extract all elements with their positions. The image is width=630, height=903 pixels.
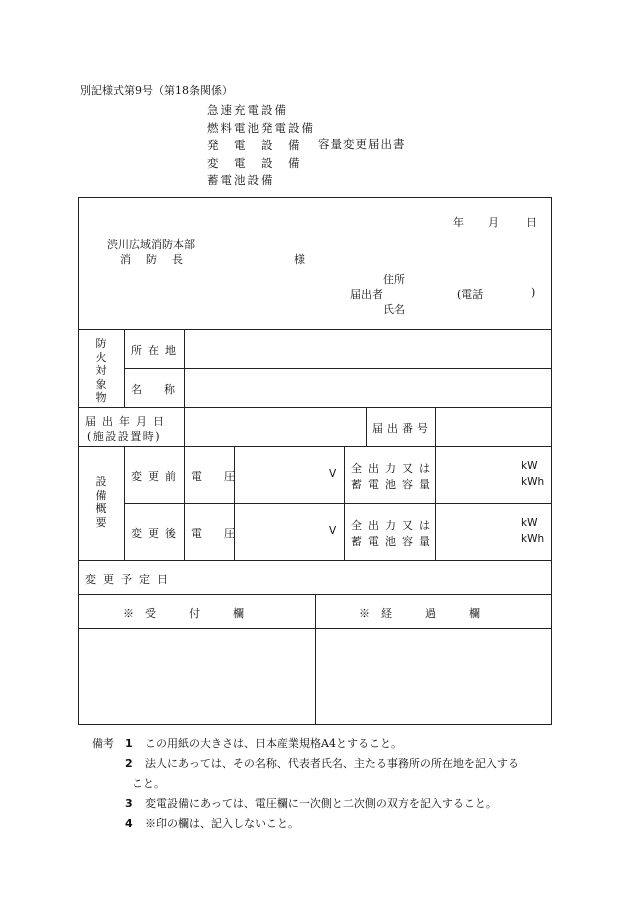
addressee-title: 消 防 長: [120, 253, 185, 266]
capacity-sub-label-before: 蓄電池容量: [351, 478, 436, 491]
overview-group-label: 設備概要: [95, 475, 107, 529]
addressee-org: 渋川広域消防本部: [107, 238, 195, 251]
note-number: 2: [125, 757, 133, 770]
reception-label: ※ 受 付 欄: [123, 607, 244, 620]
kw-unit-after: kW: [521, 517, 538, 529]
divider: [234, 446, 235, 560]
divider: [79, 560, 551, 561]
notes: [92, 734, 519, 834]
divider: [79, 329, 551, 330]
title-line: 変 電 設 備: [207, 155, 302, 170]
voltage-label-before: 電 圧: [191, 470, 235, 483]
title-line: 急速充電設備: [207, 103, 288, 117]
date-year: 年: [453, 216, 464, 229]
after-label: 変更後: [131, 527, 182, 540]
capacity-sub-label-after: 蓄電池容量: [351, 535, 436, 548]
form-number: 別記様式第9号（第18条関係）: [80, 84, 233, 97]
divider: [124, 329, 125, 408]
honorific: 様: [294, 253, 305, 266]
note-item: [92, 774, 165, 794]
divider: [315, 594, 316, 724]
note-item: [92, 794, 497, 814]
note-text: 法人にあっては、その名称、代表者氏名、主たる事務所の所在地を記入する: [145, 757, 519, 770]
note-text: この用紙の大きさは、日本産業規格A4とすること。: [145, 737, 402, 750]
target-name-label: 名 称: [131, 383, 175, 396]
location-label: 所在地: [131, 344, 182, 357]
address-label: 住所: [383, 273, 405, 286]
date-month: 月: [488, 216, 499, 229]
note-text: ※印の欄は、記入しないこと。: [145, 817, 299, 830]
capacity-label-before: 全出力又は: [351, 462, 436, 475]
title-suffix: 容量変更届出書: [318, 137, 406, 151]
before-label: 変更前: [131, 470, 182, 483]
submitter-label: 届出者: [350, 288, 383, 301]
note-number: 4: [125, 817, 133, 830]
note-item: [92, 814, 299, 834]
voltage-unit-after: V: [329, 525, 337, 537]
notification-date-sub-label: (施設設置時): [87, 430, 162, 443]
planned-date-label: 変更予定日: [85, 573, 175, 586]
divider: [184, 329, 185, 560]
notification-number-label: 届出番号: [372, 422, 432, 435]
divider: [79, 407, 551, 408]
divider: [124, 368, 551, 369]
kwh-unit-after: kWh: [521, 533, 545, 545]
note-number: 1: [125, 737, 133, 750]
title-block: [207, 102, 315, 190]
voltage-unit-before: V: [329, 468, 337, 480]
title-line: 蓄電池設備: [207, 173, 275, 187]
phone-label: (電話: [457, 288, 484, 301]
notes-heading: 備考: [92, 737, 114, 750]
form-table: [78, 197, 552, 725]
name-label: 氏名: [383, 303, 405, 316]
progress-label: ※ 経 過 欄: [359, 607, 480, 620]
notification-date-label: 届出年月日: [85, 415, 170, 428]
note-number: 3: [125, 797, 133, 810]
divider: [124, 446, 125, 560]
capacity-label-after: 全出力又は: [351, 519, 436, 532]
note-item: [92, 754, 519, 774]
divider: [366, 407, 367, 446]
kw-unit-before: kW: [521, 460, 538, 472]
target-group-label: 防火対象物: [95, 337, 107, 404]
date-day: 日: [526, 216, 537, 229]
title-line: 燃料電池発電設備: [207, 120, 315, 135]
phone-close: ): [531, 286, 536, 299]
voltage-label-after: 電 圧: [191, 527, 235, 540]
divider: [344, 446, 345, 560]
divider: [124, 503, 551, 504]
note-text: こと。: [132, 777, 165, 790]
note-item: [92, 734, 402, 754]
title-line: 発 電 設 備: [207, 138, 302, 152]
kwh-unit-before: kWh: [521, 476, 545, 488]
note-text: 変電設備にあっては、電圧欄に一次側と二次側の双方を記入すること。: [145, 797, 497, 810]
divider: [79, 446, 551, 447]
